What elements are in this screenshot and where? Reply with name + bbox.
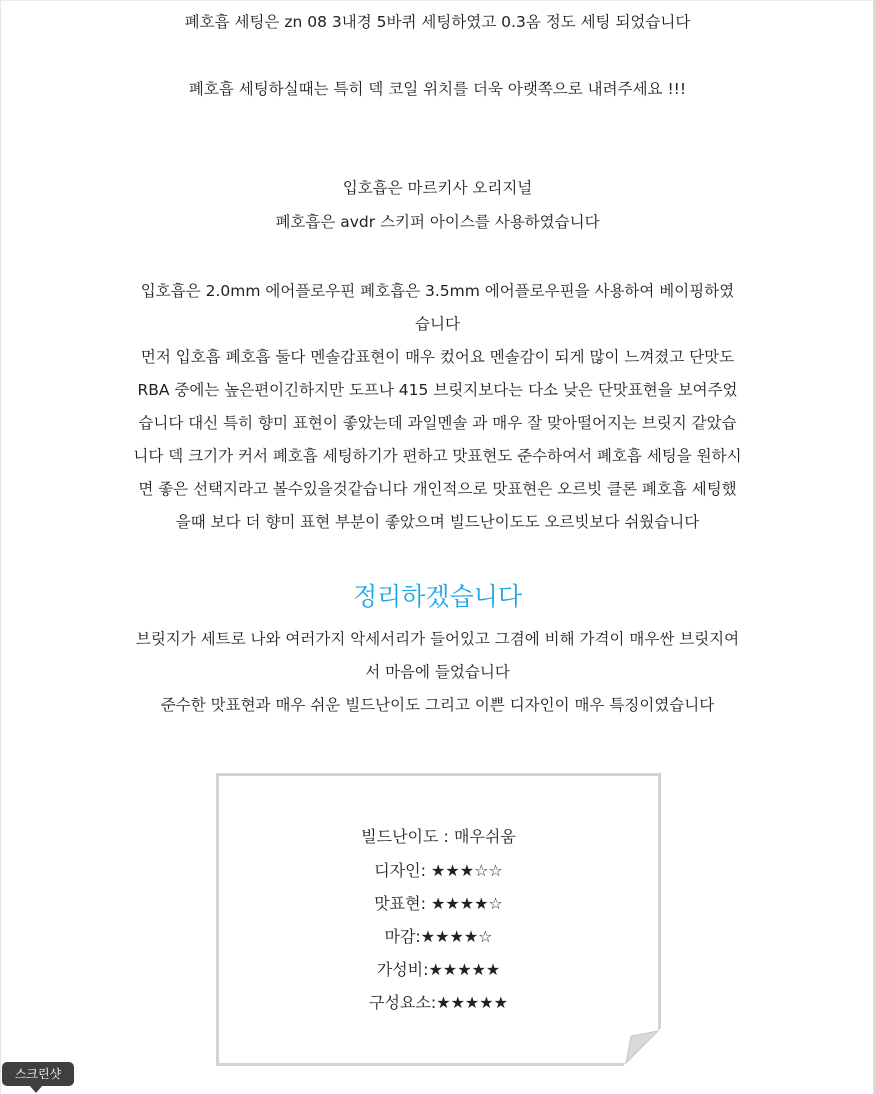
review-paragraph-line: 면 좋은 선택지라고 볼수있을것같습니다 개인적으로 맛표현은 오르빗 클론 폐호흡 세팅했 bbox=[138, 480, 737, 498]
summary-line: 서 마음에 들었습니다 bbox=[365, 663, 510, 681]
review-paragraph-line: 먼저 입호흡 폐호흡 둘다 멘솔감표현이 매우 컸어요 멘솔감이 되게 많이 느껴졌고 단맛도 bbox=[140, 348, 735, 366]
rating-value: 가성비:★★★★★ bbox=[376, 960, 501, 979]
review-paragraph-line: 니다 덱 크기가 커서 폐호흡 세팅하기가 편하고 맛표현도 준수하여서 폐호흡 세팅을 원하시 bbox=[133, 447, 742, 465]
review-dl-atomizer-text: 폐호흡은 avdr 스키퍼 아이스를 사용하였습니다 bbox=[275, 213, 600, 231]
screenshot-button[interactable]: 스크린샷 bbox=[2, 1062, 74, 1086]
review-paragraph-line: 습니다 bbox=[415, 315, 460, 333]
tooltip-arrow-icon bbox=[30, 1086, 42, 1093]
review-paragraph-line: 을때 보다 더 향미 표현 부분이 좋았으며 빌드난이도도 오르빗보다 쉬웠습니다 bbox=[175, 513, 700, 531]
rating-components: 구성요소:★★★★★ bbox=[369, 993, 508, 1012]
rating-card bbox=[216, 773, 661, 1066]
summary-line: 준수한 맛표현과 매우 쉬운 빌드난이도 그리고 이쁜 디자인이 매우 특징이였습니다 bbox=[160, 696, 715, 714]
review-setting-text: 폐호흡 세팅은 zn 08 3내경 5바퀴 세팅하였고 0.3옴 정도 세팅 되었습니다 bbox=[184, 13, 691, 31]
rating-finish: 마감:★★★★☆ bbox=[384, 927, 493, 946]
page-curl-decoration bbox=[623, 1028, 661, 1066]
page-top-border bbox=[0, 0, 875, 1]
review-paragraph-line: 습니다 대신 특히 향미 표현이 좋았는데 과일멘솔 과 매우 잘 맞아떨어지는 브릿지 같았습 bbox=[138, 414, 737, 432]
rating-build-difficulty: 빌드난이도 : 매우쉬움 bbox=[361, 827, 516, 846]
rating-flavor: 맛표현: ★★★★☆ bbox=[374, 894, 503, 913]
review-tip-text: 폐호흡 세팅하실때는 특히 덱 코일 위치를 더욱 아랫쪽으로 내려주세요 !!! bbox=[188, 80, 687, 98]
summary-heading: 정리하겠습니다 bbox=[352, 582, 523, 611]
review-mtl-atomizer-text: 입호흡은 마르키사 오리지널 bbox=[342, 179, 533, 197]
rating-design: 디자인: ★★★☆☆ bbox=[374, 861, 503, 880]
review-paragraph-line: RBA 중에는 높은편이긴하지만 도프나 415 브릿지보다는 다소 낮은 단맛표현을 보여주었 bbox=[137, 381, 738, 399]
review-paragraph-line: 입호흡은 2.0mm 에어플로우핀 폐호흡은 3.5mm 에어플로우핀을 사용하여 베이핑하였 bbox=[140, 282, 735, 300]
page-left-border bbox=[0, 0, 1, 1094]
summary-line: 브릿지가 세트로 나와 여러가지 악세서리가 들어있고 그겸에 비해 가격이 매우싼 브릿지여 bbox=[135, 630, 740, 648]
